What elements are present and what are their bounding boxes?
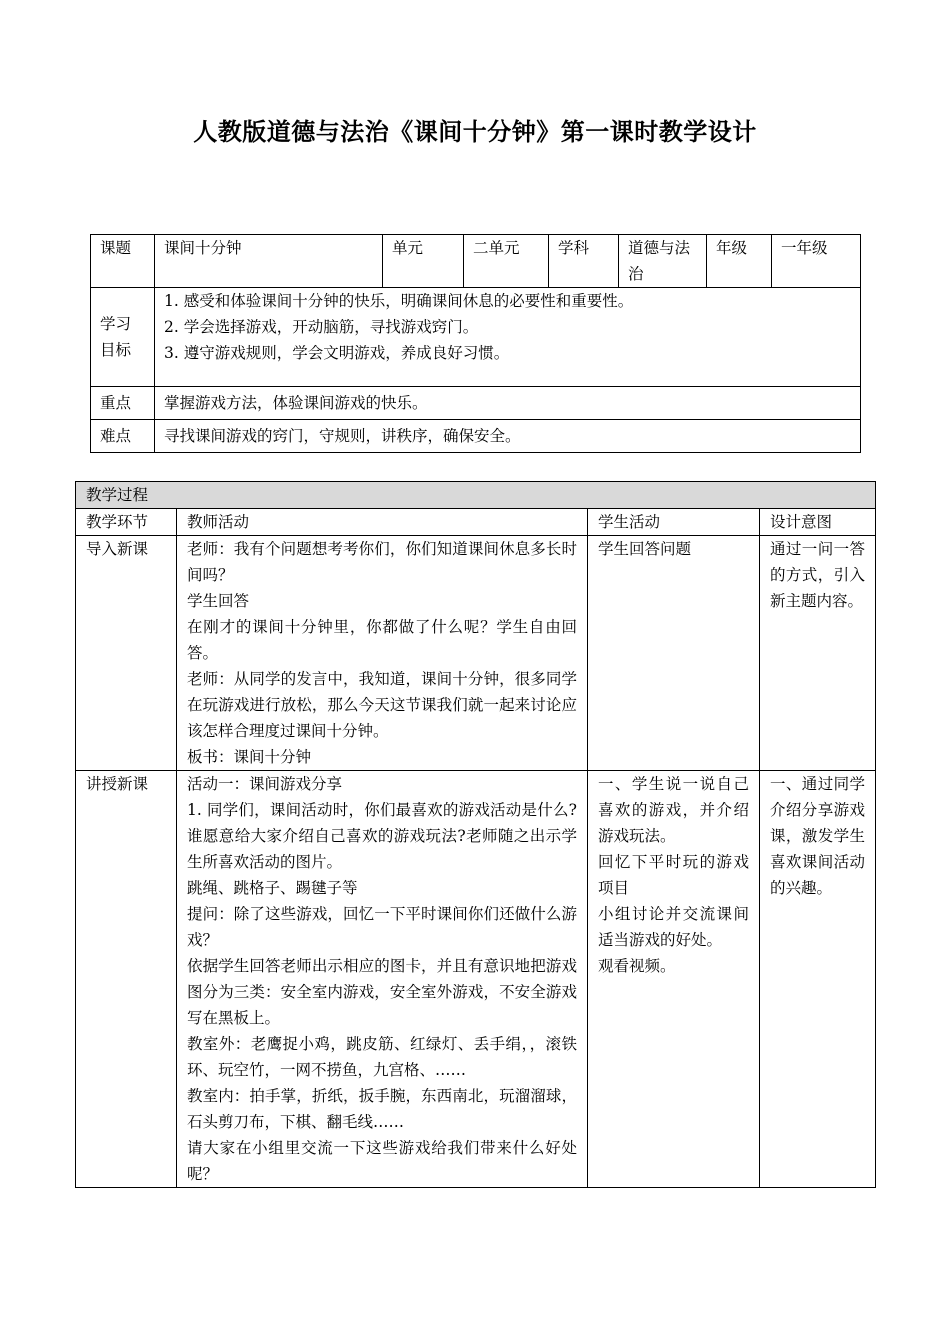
teacher-paragraph: 教室内：拍手掌，折纸，扳手腕，东西南北，玩溜溜球，石头剪刀布，下棋、翻毛线…… [187, 1087, 577, 1131]
goals-label [91, 288, 155, 387]
goals-label-line-1: 学习 [100, 315, 132, 333]
teacher-paragraph: 学生回答 [187, 592, 250, 610]
unit-label: 单元 [383, 235, 464, 288]
subject-value: 道德与法治 [619, 235, 707, 288]
teacher-activity-cell [177, 771, 588, 1188]
teacher-paragraph: 老师：我有个问题想考考你们，你们知道课间休息多长时间吗？ [187, 540, 577, 584]
difficulty-label: 难点 [91, 420, 155, 453]
page-title: 人教版道德与法治《课间十分钟》第一课时教学设计 [193, 118, 757, 146]
goal-item-1: 1. 感受和体验课间十分钟的快乐，明确课间休息的必要性和重要性。 [164, 292, 634, 310]
design-intent-cell [760, 536, 876, 771]
teacher-paragraph: 1. 同学们，课间活动时，你们最喜欢的游戏活动是什么?谁愿意给大家介绍自己喜欢的游戏玩法?老师随之出示学生所喜欢活动的图片。 [187, 801, 577, 871]
teacher-paragraph: 教室外：老鹰捉小鸡，跳皮筋、红绿灯、丢手绢，，滚铁环、玩空竹，一网不捞鱼，九宫格、…… [187, 1035, 577, 1079]
teaching-process-table [75, 481, 876, 1188]
teacher-paragraph: 依据学生回答老师出示相应的图卡，并且有意识地把游戏图分为三类：安全室内游戏，安全室外游戏，不安全游戏写在黑板上。 [187, 957, 577, 1027]
column-header-teacher: 教师活动 [177, 509, 588, 536]
table-row [76, 771, 876, 1188]
student-paragraph: 观看视频。 [598, 957, 676, 975]
process-heading: 教学过程 [76, 482, 876, 509]
student-paragraph: 学生回答问题 [598, 540, 692, 558]
grade-label: 年级 [707, 235, 772, 288]
student-paragraph: 一、学生说一说自己喜欢的游戏，并介绍游戏玩法。 [598, 775, 749, 845]
key-point-label: 重点 [91, 387, 155, 420]
student-activity-cell [588, 536, 760, 771]
lesson-info-table [90, 234, 861, 453]
goal-item-2: 2. 学会选择游戏，开动脑筋，寻找游戏窍门。 [164, 318, 479, 336]
table-row [76, 536, 876, 771]
teacher-activity-cell [177, 536, 588, 771]
teacher-paragraph: 跳绳、跳格子、踢毽子等 [187, 879, 358, 897]
column-header-student: 学生活动 [588, 509, 760, 536]
intent-paragraph: 通过一问一答的方式，引入新主题内容。 [770, 540, 866, 610]
unit-value: 二单元 [464, 235, 549, 288]
topic-value: 课间十分钟 [155, 235, 383, 288]
stage-cell: 讲授新课 [76, 771, 177, 1188]
teacher-paragraph: 请大家在小组里交流一下这些游戏给我们带来什么好处呢？ [187, 1139, 577, 1183]
student-activity-cell [588, 771, 760, 1188]
student-paragraph: 回忆下平时玩的游戏项目 [598, 853, 749, 897]
teacher-paragraph: 板书：课间十分钟 [187, 748, 312, 766]
column-header-intent: 设计意图 [760, 509, 876, 536]
difficulty-value: 寻找课间游戏的窍门，守规则，讲秩序，确保安全。 [155, 420, 861, 453]
stage-cell: 导入新课 [76, 536, 177, 771]
topic-label: 课题 [91, 235, 155, 288]
subject-label: 学科 [549, 235, 619, 288]
teacher-paragraph: 老师：从同学的发言中，我知道，课间十分钟，很多同学在玩游戏进行放松，那么今天这节课我们就一起来讨论应该怎样合理度过课间十分钟。 [187, 670, 577, 740]
column-header-stage: 教学环节 [76, 509, 177, 536]
teacher-paragraph: 提问：除了这些游戏，回忆一下平时课间你们还做什么游戏？ [187, 905, 577, 949]
student-paragraph: 小组讨论并交流课间适当游戏的好处。 [598, 905, 749, 949]
teacher-paragraph: 在刚才的课间十分钟里，你都做了什么呢？学生自由回答。 [187, 618, 577, 662]
grade-value: 一年级 [772, 235, 861, 288]
design-intent-cell [760, 771, 876, 1188]
key-point-value: 掌握游戏方法，体验课间游戏的快乐。 [155, 387, 861, 420]
goal-item-3: 3. 遵守游戏规则，学会文明游戏，养成良好习惯。 [164, 344, 510, 362]
goals-label-line-2: 目标 [100, 341, 132, 359]
intent-paragraph: 一、通过同学介绍分享游戏课，激发学生喜欢课间活动的兴趣。 [770, 775, 866, 897]
goals-list [155, 288, 861, 387]
teacher-paragraph: 活动一：课间游戏分享 [187, 775, 343, 793]
